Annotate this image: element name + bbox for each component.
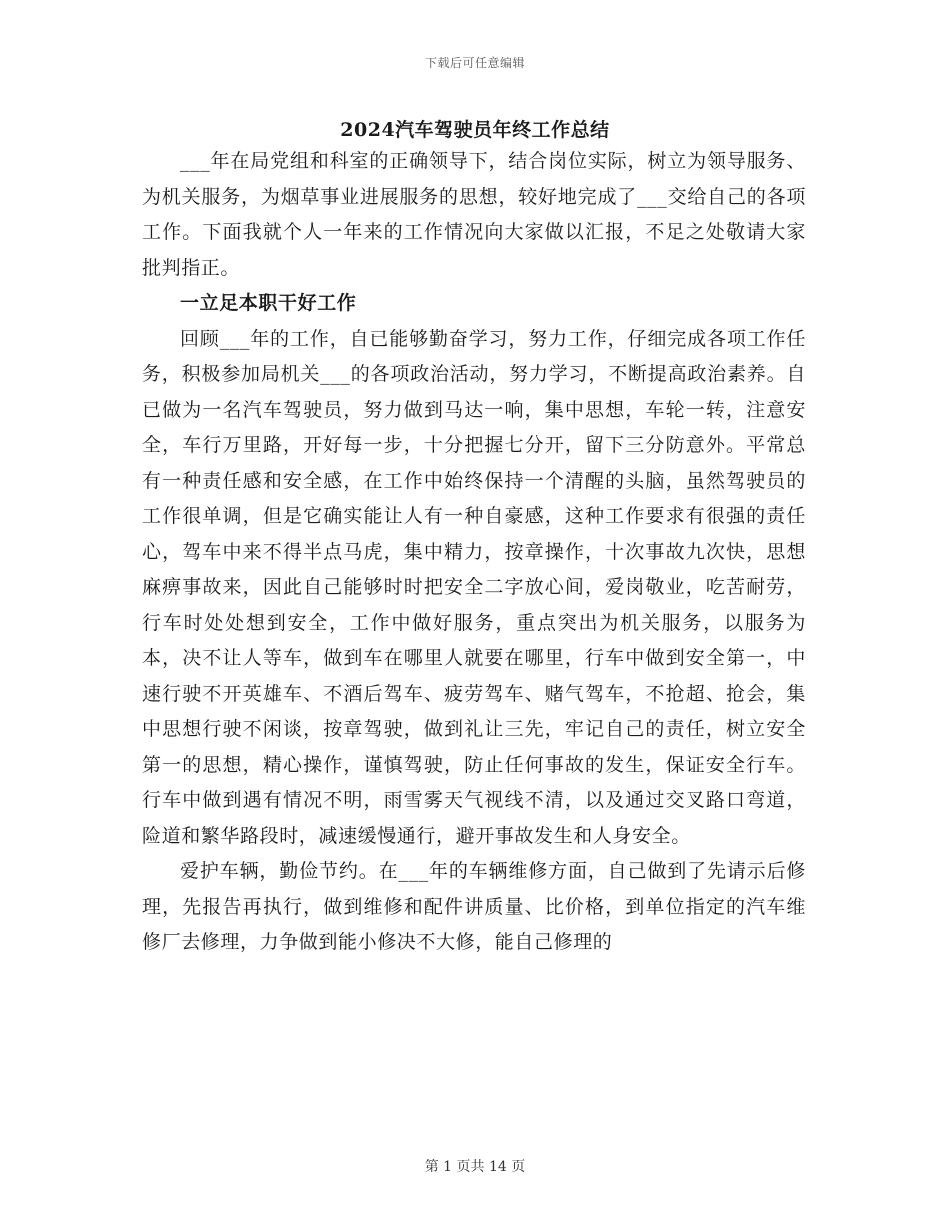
- section-heading: 一立足本职干好工作: [180, 292, 357, 314]
- document-title: 2024汽车驾驶员年终工作总结: [340, 119, 610, 141]
- document-body: [142, 144, 806, 961]
- intro-paragraph: ___年在局党组和科室的正确领导下，结合岗位实际，树立为领导服务、为机关服务，为烟草事业进展服务的思想，较好地完成了___交给自己的各项工作。下面我就个人一年来的工作情况向大家做以汇报，不足之处敬请大家批判指正。: [142, 150, 806, 279]
- page-number: 第 1 页共 14 页: [424, 1159, 526, 1175]
- download-note: 下载后可任意编辑: [424, 56, 525, 70]
- review-paragraph: 回顾___年的工作，自已能够勤奋学习，努力工作，仔细完成各项工作任务，积极参加局机关___的各项政治活动，努力学习，不断提高政治素养。自已做为一名汽车驾驶员，努力做到马达一响，集中思想，车轮一转，注意安全，车行万里路，开好每一步，十分把握七分开，留下三分防意外。平常总有一种责任感和安全感，在工作中始终保持一个清醒的头脑，虽然驾驶员的工作很单调，但是它确实能让人有一种自豪感，这种工作要求有很强的责任心，驾车中来不得半点马虎，集中精力，按章操作，十次事故九次快，思想麻痹事故来，因此自己能够时时把安全二字放心间，爱岗敬业，吃苦耐劳，行车时处处想到安全，工作中做好服务，重点突出为机关服务，以服务为本，决不让人等车，做到车在哪里人就要在哪里，行车中做到安全第一，中速行驶不开英雄车、不酒后驾车、疲劳驾车、赌气驾车，不抢超、抢会，集中思想行驶不闲谈，按章驾驶，做到礼让三先，牢记自己的责任，树立安全第一的思想，精心操作，谨慎驾驶，防止任何事故的发生，保证安全行车。行车中做到遇有情况不明，雨雪雾天气视线不清，以及通过交叉路口弯道，险道和繁华路段时，减速缓慢通行，避开事故发生和人身安全。: [142, 327, 806, 847]
- vehicle-care-paragraph: 爱护车辆，勤俭节约。在___年的车辆维修方面，自己做到了先请示后修理，先报告再执行，做到维修和配件讲质量、比价格，到单位指定的汽车维修厂去修理，力争做到能小修决不大修，能自己修理的: [142, 860, 806, 953]
